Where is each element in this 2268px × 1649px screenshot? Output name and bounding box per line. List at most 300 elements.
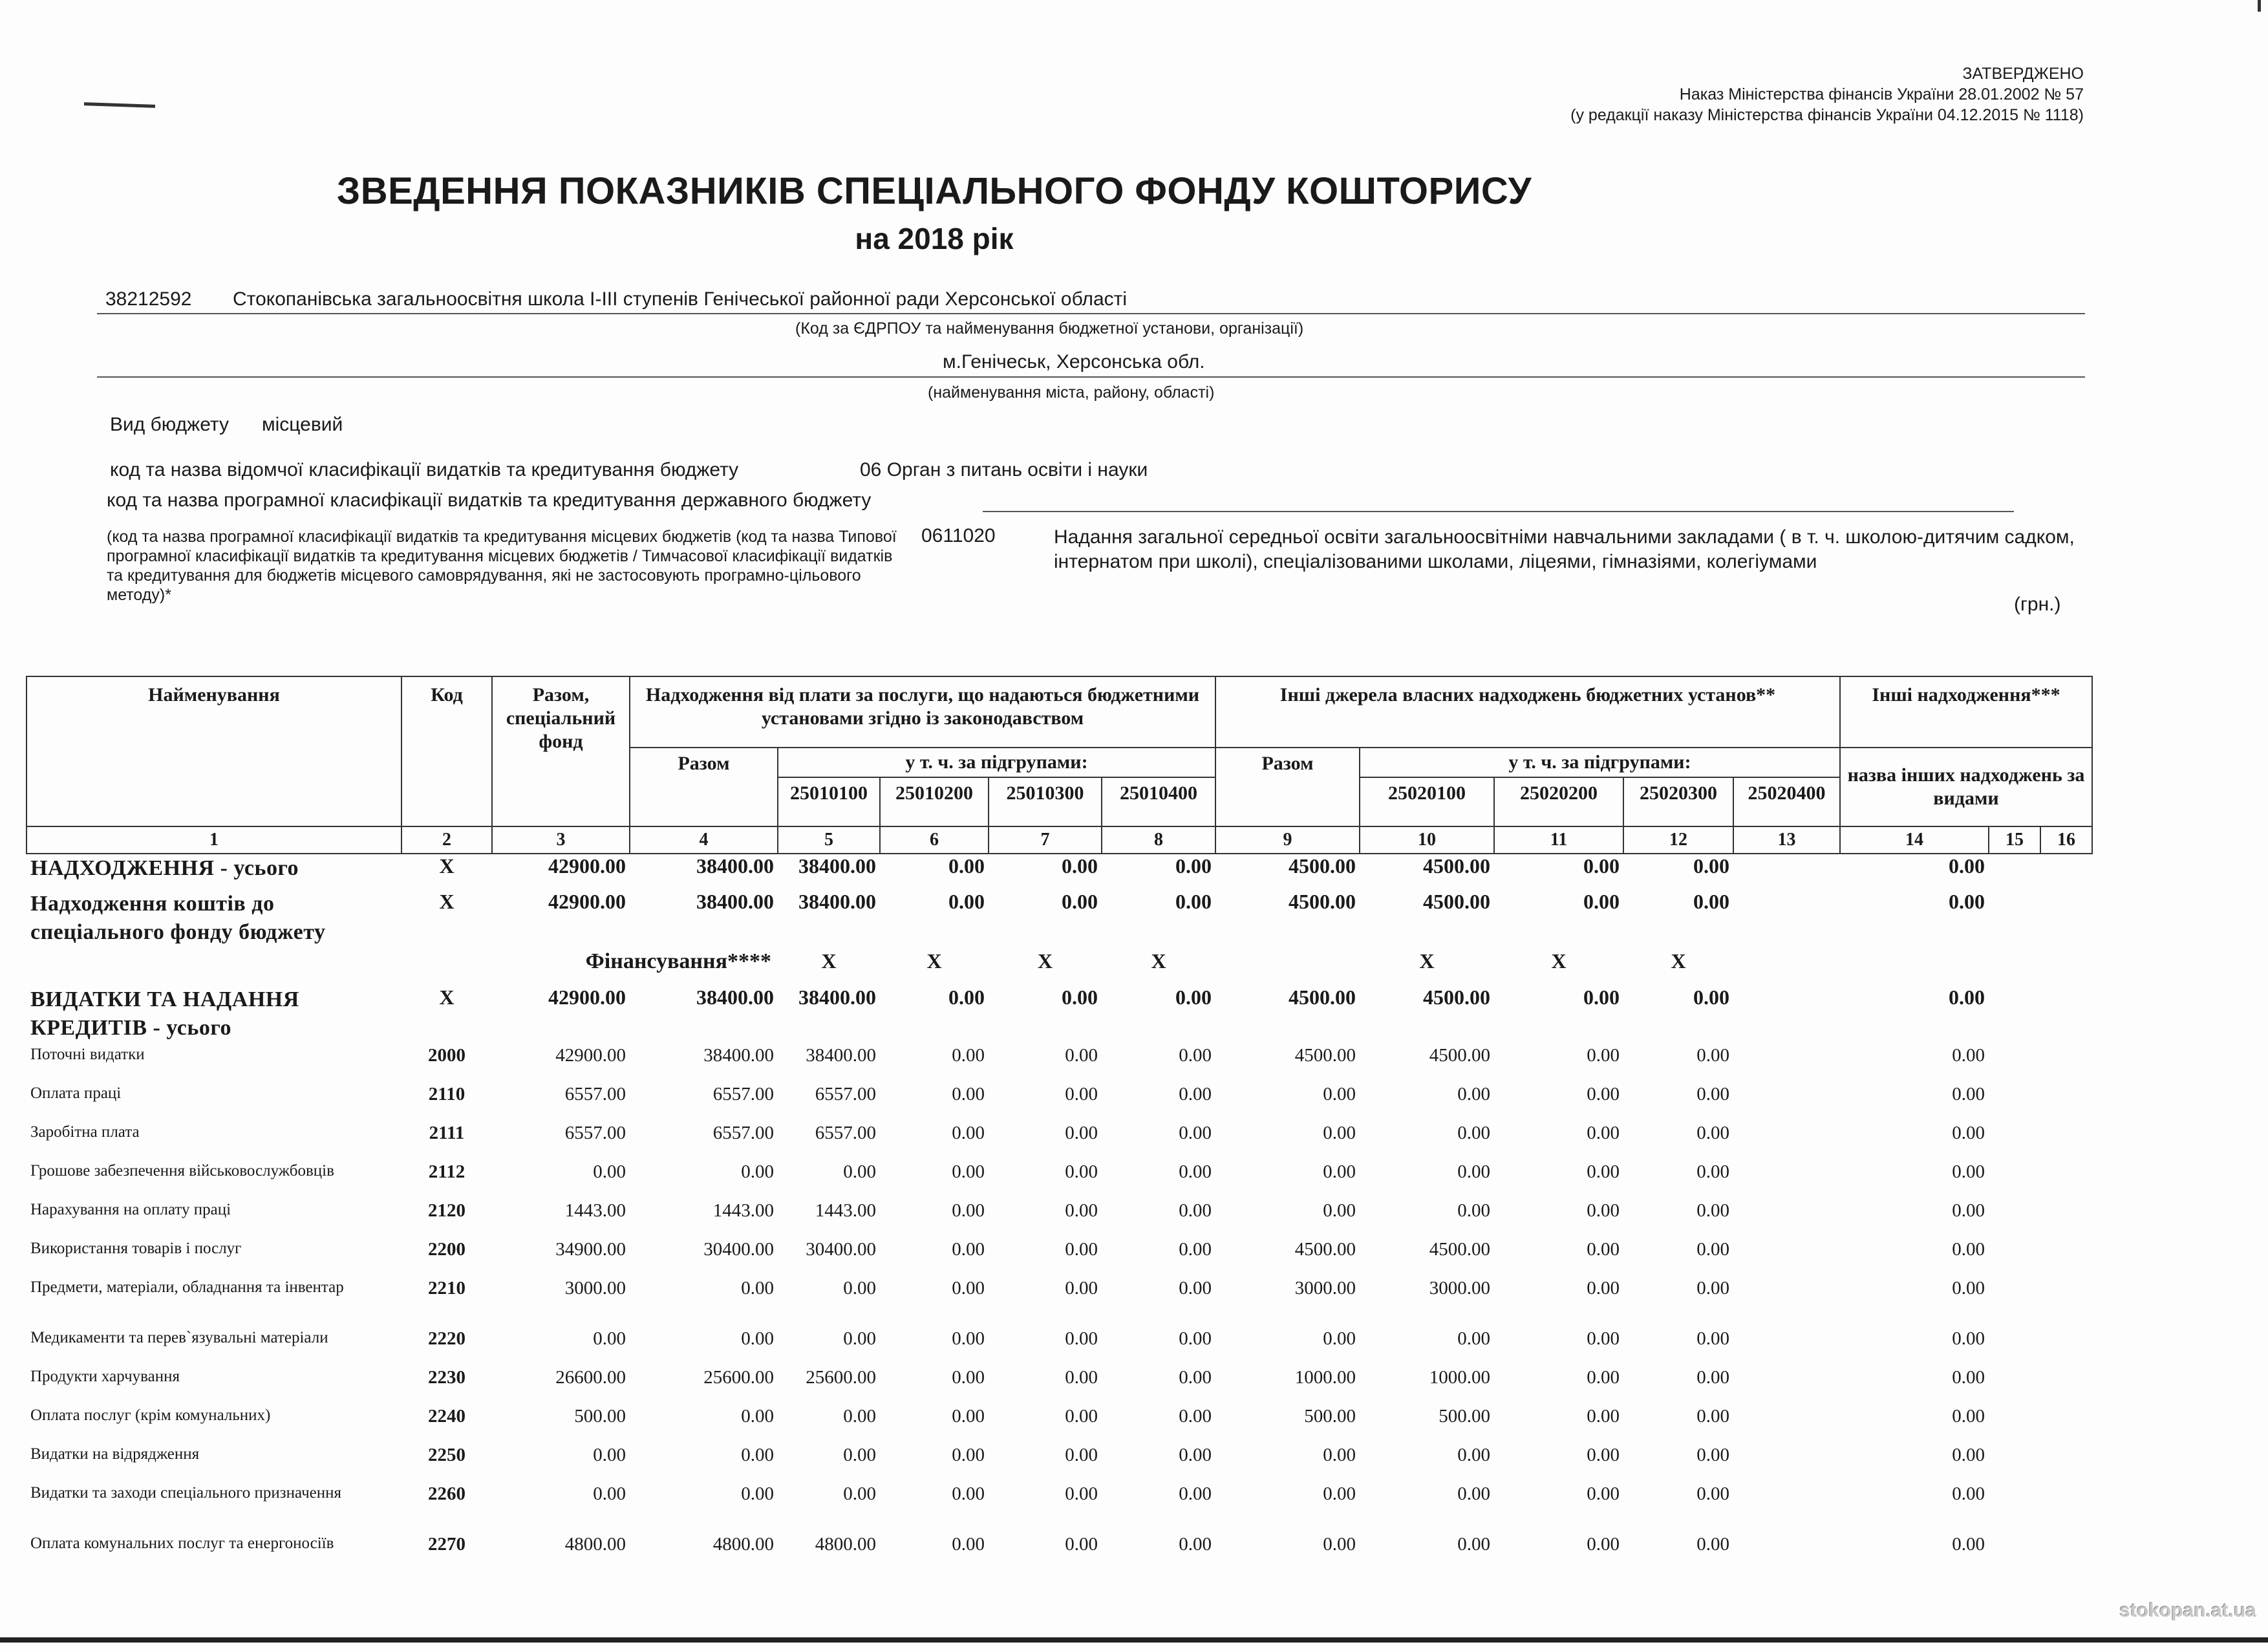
value-cell: 0.00 xyxy=(1587,1483,1620,1504)
table-row xyxy=(27,890,2092,949)
value-cell: 0.00 xyxy=(1696,1367,1729,1388)
value-cell: 0.00 xyxy=(1179,1278,1212,1299)
value-cell: 30400.00 xyxy=(703,1239,774,1260)
cross-mark: Х xyxy=(1419,949,1435,973)
empty-cell xyxy=(1989,1084,2040,1123)
row-name: Грошове забезпечення військовослужбовців xyxy=(30,1162,334,1180)
table-row xyxy=(27,1123,2092,1161)
value-cell: 4500.00 xyxy=(1429,1045,1490,1066)
column-number: 10 xyxy=(1360,826,1494,854)
value-cell: 0.00 xyxy=(1457,1445,1490,1465)
column-number: 16 xyxy=(2040,826,2092,854)
value-cell: 0.00 xyxy=(1323,1534,1356,1555)
value-cell: 0.00 xyxy=(1323,1123,1356,1143)
row-code: 2110 xyxy=(428,1084,465,1105)
value-cell: 25600.00 xyxy=(703,1367,774,1388)
value-cell: 0.00 xyxy=(1065,1367,1098,1388)
value-cell: 0.00 xyxy=(843,1328,876,1349)
value-cell: 0.00 xyxy=(1179,1239,1212,1260)
value-cell: 0.00 xyxy=(843,1483,876,1504)
empty-cell xyxy=(1733,1445,1840,1483)
value-cell: 0.00 xyxy=(1952,1367,1985,1388)
cross-mark: Х xyxy=(1671,949,1686,973)
value-cell: 38400.00 xyxy=(696,890,774,913)
row-name: НАДХОДЖЕННЯ - усього xyxy=(30,856,299,880)
empty-cell xyxy=(1840,949,1989,986)
approval-revision: (у редакції наказу Міністерства фінансів України 04.12.2015 № 1118) xyxy=(1570,106,2084,124)
value-cell: 0.00 xyxy=(1175,986,1212,1009)
empty-cell xyxy=(1733,1483,1840,1534)
value-cell: 25600.00 xyxy=(806,1367,876,1388)
value-cell: 0.00 xyxy=(1696,1328,1729,1349)
column-number: 5 xyxy=(778,826,880,854)
value-cell: 0.00 xyxy=(593,1483,626,1504)
cross-mark: Х xyxy=(1151,949,1166,973)
empty-cell xyxy=(1989,986,2040,1045)
header-sub-25010400: 25010400 xyxy=(1102,777,1215,826)
value-cell: 1000.00 xyxy=(1294,1367,1356,1388)
value-cell: 4500.00 xyxy=(1294,1045,1356,1066)
value-cell: 0.00 xyxy=(952,1239,985,1260)
table-row xyxy=(27,854,2092,890)
row-code: 2270 xyxy=(428,1534,465,1555)
row-name: Надходження коштів до спеціального фонду бюджету xyxy=(30,892,326,944)
empty-cell xyxy=(2040,1045,2092,1084)
row-code: 2120 xyxy=(428,1200,465,1221)
row-code: 2111 xyxy=(429,1123,465,1143)
table-row xyxy=(27,1483,2092,1534)
table-row xyxy=(27,949,2092,986)
row-code: 2260 xyxy=(428,1483,465,1504)
table-row xyxy=(27,1200,2092,1239)
value-cell: 500.00 xyxy=(574,1406,626,1427)
value-cell: 42900.00 xyxy=(548,854,626,878)
empty-cell xyxy=(2040,1200,2092,1239)
scan-mark xyxy=(84,102,155,108)
row-code: 2220 xyxy=(428,1328,465,1349)
value-cell: 0.00 xyxy=(1693,890,1729,913)
value-cell: 0.00 xyxy=(1457,1161,1490,1182)
value-cell: 3000.00 xyxy=(1429,1278,1490,1299)
value-cell: 0.00 xyxy=(1587,1367,1620,1388)
value-cell: 0.00 xyxy=(741,1406,774,1427)
dept-class-value: 06 Орган з питань освіти і науки xyxy=(860,459,1148,480)
value-cell: 30400.00 xyxy=(806,1239,876,1260)
city-underline xyxy=(97,376,2085,378)
value-cell: 0.00 xyxy=(593,1445,626,1465)
value-cell: 0.00 xyxy=(1179,1367,1212,1388)
value-cell: 0.00 xyxy=(1065,1278,1098,1299)
row-name: Видатки та заходи спеціального призначення xyxy=(30,1484,342,1502)
value-cell: 38400.00 xyxy=(798,890,876,913)
approval-block xyxy=(1570,63,2084,125)
value-cell: 1443.00 xyxy=(564,1200,626,1221)
value-cell: 0.00 xyxy=(1952,1123,1985,1143)
row-name: Оплата праці xyxy=(30,1084,122,1102)
row-code: 2240 xyxy=(428,1406,465,1427)
value-cell: 0.00 xyxy=(1457,1123,1490,1143)
budget-type-value: місцевий xyxy=(262,414,343,435)
value-cell: 6557.00 xyxy=(564,1084,626,1105)
value-cell: 0.00 xyxy=(1457,1328,1490,1349)
empty-cell xyxy=(2040,1406,2092,1445)
program-class-local-code: 0611020 xyxy=(921,525,996,546)
value-cell: 0.00 xyxy=(952,1367,985,1388)
row-name: Оплата комунальних послуг та енергоносіїв xyxy=(30,1535,334,1552)
table-row xyxy=(27,1406,2092,1445)
watermark: stokopan.at.ua xyxy=(2119,1600,2256,1621)
empty-cell xyxy=(2040,1445,2092,1483)
value-cell: 4500.00 xyxy=(1289,986,1356,1009)
header-other-group: Інші надходження*** xyxy=(1840,676,2092,748)
value-cell: 0.00 xyxy=(1949,854,1985,878)
value-cell: 42900.00 xyxy=(548,890,626,913)
table-row xyxy=(27,1045,2092,1084)
value-cell: 0.00 xyxy=(1065,1534,1098,1555)
header-sub-25010200: 25010200 xyxy=(880,777,989,826)
value-cell: 0.00 xyxy=(1457,1084,1490,1105)
empty-cell xyxy=(1989,1534,2040,1573)
empty-cell xyxy=(1733,1534,1840,1573)
value-cell: 4800.00 xyxy=(564,1534,626,1555)
row-name: Оплата послуг (крім комунальних) xyxy=(30,1406,271,1424)
document-title: ЗВЕДЕННЯ ПОКАЗНИКІВ СПЕЦІАЛЬНОГО ФОНДУ КОШТОРИСУ xyxy=(336,170,1532,212)
value-cell: 0.00 xyxy=(1587,1328,1620,1349)
institution-underline xyxy=(97,313,2085,314)
value-cell: 0.00 xyxy=(1696,1045,1729,1066)
value-cell: 0.00 xyxy=(593,1161,626,1182)
value-cell: 0.00 xyxy=(1062,986,1098,1009)
empty-cell xyxy=(1989,1406,2040,1445)
value-cell: 0.00 xyxy=(1065,1161,1098,1182)
value-cell: 0.00 xyxy=(1587,1534,1620,1555)
value-cell: 0.00 xyxy=(1583,986,1620,1009)
value-cell: 0.00 xyxy=(741,1328,774,1349)
currency-note: (грн.) xyxy=(2014,594,2061,615)
row-name: Видатки на відрядження xyxy=(30,1445,200,1463)
value-cell: 3000.00 xyxy=(564,1278,626,1299)
value-cell: 4800.00 xyxy=(815,1534,876,1555)
empty-cell xyxy=(1733,1367,1840,1406)
header-sub-25010300: 25010300 xyxy=(989,777,1102,826)
value-cell: 0.00 xyxy=(948,986,985,1009)
empty-cell xyxy=(1989,1445,2040,1483)
value-cell: 0.00 xyxy=(1952,1045,1985,1066)
value-cell: 0.00 xyxy=(1587,1200,1620,1221)
value-cell: 0.00 xyxy=(1696,1534,1729,1555)
value-cell: 4500.00 xyxy=(1289,890,1356,913)
empty-cell xyxy=(1733,1045,1840,1084)
empty-cell xyxy=(1215,949,1360,986)
value-cell: 500.00 xyxy=(1439,1406,1490,1427)
value-cell: 0.00 xyxy=(952,1161,985,1182)
table-row xyxy=(27,1445,2092,1483)
value-cell: 1443.00 xyxy=(815,1200,876,1221)
value-cell: 0.00 xyxy=(1949,890,1985,913)
empty-cell xyxy=(2040,1278,2092,1328)
value-cell: 0.00 xyxy=(952,1445,985,1465)
value-cell: 0.00 xyxy=(1065,1406,1098,1427)
empty-cell xyxy=(1989,949,2040,986)
value-cell: 0.00 xyxy=(1179,1328,1212,1349)
empty-cell xyxy=(2040,949,2092,986)
header-sub-25020200: 25020200 xyxy=(1494,777,1623,826)
program-class-local-caption: (код та назва програмної класифікації видатків та кредитування місцевих бюджетів (код та назва Типової програмної класифікації видатків та кредитування місцевих бюджетів / Тимчасової класифікації видатків та кредитування для бюджетів місцевого самоврядування, які не застосовують програмно-цільового методу)* xyxy=(107,528,897,604)
value-cell: 0.00 xyxy=(741,1161,774,1182)
cross-mark: Х xyxy=(1551,949,1567,973)
value-cell: 0.00 xyxy=(1696,1200,1729,1221)
value-cell: 0.00 xyxy=(1587,1239,1620,1260)
value-cell: 0.00 xyxy=(1179,1445,1212,1465)
value-cell: 42900.00 xyxy=(548,986,626,1009)
value-cell: 42900.00 xyxy=(555,1045,626,1066)
header-sub-25020400: 25020400 xyxy=(1733,777,1840,826)
value-cell: 0.00 xyxy=(948,890,985,913)
value-cell: 0.00 xyxy=(741,1483,774,1504)
value-cell: 0.00 xyxy=(1696,1161,1729,1182)
value-cell: 0.00 xyxy=(948,854,985,878)
header-fees-group: Надходження від плати за послуги, що надаються бюджетними установами згідно із законодавством xyxy=(630,676,1215,748)
value-cell: 0.00 xyxy=(1175,854,1212,878)
value-cell: 0.00 xyxy=(1065,1239,1098,1260)
header-other-own-subgroups: у т. ч. за підгрупами: xyxy=(1360,748,1840,777)
value-cell: 500.00 xyxy=(1304,1406,1356,1427)
row-code: Х xyxy=(439,854,455,878)
row-name: Предмети, матеріали, обладнання та інвентар xyxy=(30,1278,344,1296)
header-sub-25020100: 25020100 xyxy=(1360,777,1494,826)
value-cell: 0.00 xyxy=(1587,1406,1620,1427)
value-cell: 0.00 xyxy=(952,1045,985,1066)
value-cell: 0.00 xyxy=(1179,1200,1212,1221)
header-column-numbers xyxy=(27,826,2092,854)
empty-cell xyxy=(1733,949,1840,986)
row-name: Заробітна плата xyxy=(30,1123,140,1141)
value-cell: 4500.00 xyxy=(1423,986,1490,1009)
column-number: 7 xyxy=(989,826,1102,854)
value-cell: 38400.00 xyxy=(703,1045,774,1066)
value-cell: 0.00 xyxy=(1062,854,1098,878)
value-cell: 26600.00 xyxy=(555,1367,626,1388)
value-cell: 0.00 xyxy=(1179,1161,1212,1182)
header-other-names: назва інших надходжень за видами xyxy=(1840,748,2092,826)
header-sub-25020300: 25020300 xyxy=(1623,777,1733,826)
value-cell: 0.00 xyxy=(1179,1084,1212,1105)
value-cell: 0.00 xyxy=(952,1200,985,1221)
column-number: 3 xyxy=(492,826,630,854)
column-number: 14 xyxy=(1840,826,1989,854)
row-code: Х xyxy=(439,890,455,913)
value-cell: 0.00 xyxy=(741,1278,774,1299)
value-cell: 38400.00 xyxy=(798,854,876,878)
value-cell: 0.00 xyxy=(843,1161,876,1182)
value-cell: 0.00 xyxy=(1952,1161,1985,1182)
value-cell: 1000.00 xyxy=(1429,1367,1490,1388)
value-cell: 0.00 xyxy=(1065,1045,1098,1066)
value-cell: 4500.00 xyxy=(1423,854,1490,878)
empty-cell xyxy=(1733,1239,1840,1278)
cross-mark: Х xyxy=(1037,949,1053,973)
program-class-state-label: код та назва програмної класифікації видатків та кредитування державного бюджету xyxy=(107,490,872,511)
institution-code: 38212592 xyxy=(105,288,192,310)
header-fees-sum: Разом xyxy=(630,748,778,826)
value-cell: 0.00 xyxy=(1175,890,1212,913)
value-cell: 0.00 xyxy=(1696,1278,1729,1299)
cross-mark: Х xyxy=(926,949,942,973)
empty-cell xyxy=(1733,1328,1840,1367)
column-number: 13 xyxy=(1733,826,1840,854)
special-fund-table xyxy=(26,676,2093,1573)
value-cell: 0.00 xyxy=(1179,1534,1212,1555)
value-cell: 0.00 xyxy=(593,1328,626,1349)
empty-cell xyxy=(1989,854,2040,890)
value-cell: 6557.00 xyxy=(712,1084,774,1105)
value-cell: 0.00 xyxy=(1696,1084,1729,1105)
value-cell: 0.00 xyxy=(1952,1200,1985,1221)
value-cell: 0.00 xyxy=(843,1406,876,1427)
column-number: 6 xyxy=(880,826,989,854)
value-cell: 4500.00 xyxy=(1289,854,1356,878)
city-value: м.Генічеськ, Херсонська обл. xyxy=(943,351,1205,372)
row-code: 2210 xyxy=(428,1278,465,1299)
row-name: Медикаменти та перев`язувальні матеріали xyxy=(30,1329,328,1346)
empty-cell xyxy=(2040,1367,2092,1406)
empty-cell xyxy=(1733,890,1840,949)
empty-cell xyxy=(1989,1367,2040,1406)
value-cell: 0.00 xyxy=(952,1123,985,1143)
value-cell: 38400.00 xyxy=(696,986,774,1009)
value-cell: 0.00 xyxy=(1179,1123,1212,1143)
value-cell: 4500.00 xyxy=(1294,1239,1356,1260)
value-cell: 4500.00 xyxy=(1429,1239,1490,1260)
column-number: 11 xyxy=(1494,826,1623,854)
empty-cell xyxy=(1989,1278,2040,1328)
empty-cell xyxy=(2040,890,2092,949)
empty-cell xyxy=(1733,1084,1840,1123)
institution-caption: (Код за ЄДРПОУ та найменування бюджетної установи, організації) xyxy=(795,319,1304,338)
value-cell: 4800.00 xyxy=(712,1534,774,1555)
column-number: 4 xyxy=(630,826,778,854)
table-body xyxy=(27,854,2092,1573)
empty-cell xyxy=(2040,1483,2092,1534)
table-row xyxy=(27,1239,2092,1278)
row-code: Х xyxy=(439,986,455,1009)
value-cell: 0.00 xyxy=(1065,1328,1098,1349)
column-number: 8 xyxy=(1102,826,1215,854)
value-cell: 0.00 xyxy=(1323,1200,1356,1221)
header-fees-subgroups: у т. ч. за підгрупами: xyxy=(778,748,1215,777)
row-name: Продукти харчування xyxy=(30,1368,180,1385)
value-cell: 0.00 xyxy=(1952,1239,1985,1260)
institution-name: Стокопанівська загальноосвітня школа І-ІІІ ступенів Генічеської районної ради Херсонської області xyxy=(233,288,1128,310)
value-cell: 0.00 xyxy=(952,1278,985,1299)
value-cell: 0.00 xyxy=(1587,1045,1620,1066)
row-name: Фінансування**** xyxy=(585,949,771,973)
row-name: Використання товарів і послуг xyxy=(30,1240,242,1257)
value-cell: 0.00 xyxy=(1065,1483,1098,1504)
value-cell: 0.00 xyxy=(1583,890,1620,913)
table-row xyxy=(27,1367,2092,1406)
value-cell: 0.00 xyxy=(1587,1123,1620,1143)
value-cell: 0.00 xyxy=(1952,1534,1985,1555)
row-code: 2000 xyxy=(428,1045,465,1066)
column-number: 15 xyxy=(1989,826,2040,854)
value-cell: 38400.00 xyxy=(696,854,774,878)
header-sub-25010100: 25010100 xyxy=(778,777,880,826)
header-total: Разом, спеціальний фонд xyxy=(492,676,630,826)
table-row xyxy=(27,1328,2092,1367)
empty-cell xyxy=(1989,1328,2040,1367)
table-row xyxy=(27,1161,2092,1200)
approval-order: Наказ Міністерства фінансів України 28.01.2002 № 57 xyxy=(1679,85,2084,103)
budget-type-label: Вид бюджету xyxy=(110,414,229,435)
value-cell: 0.00 xyxy=(1952,1328,1985,1349)
row-name: Поточні видатки xyxy=(30,1046,145,1063)
row-name: ВИДАТКИ ТА НАДАННЯ КРЕДИТІВ - усього xyxy=(30,987,299,1040)
value-cell: 0.00 xyxy=(1696,1123,1729,1143)
empty-cell xyxy=(1989,1045,2040,1084)
value-cell: 0.00 xyxy=(1693,854,1729,878)
value-cell: 0.00 xyxy=(741,1445,774,1465)
value-cell: 6557.00 xyxy=(712,1123,774,1143)
table-row xyxy=(27,1278,2092,1328)
empty-cell xyxy=(1989,1239,2040,1278)
value-cell: 0.00 xyxy=(1587,1161,1620,1182)
value-cell: 0.00 xyxy=(1179,1406,1212,1427)
empty-cell xyxy=(1989,1123,2040,1161)
approval-status: ЗАТВЕРДЖЕНО xyxy=(1962,65,2084,83)
empty-cell xyxy=(2040,1123,2092,1161)
row-code: 2250 xyxy=(428,1445,465,1465)
value-cell: 0.00 xyxy=(1696,1406,1729,1427)
value-cell: 0.00 xyxy=(1062,890,1098,913)
city-caption: (найменування міста, району, області) xyxy=(928,383,1215,402)
empty-cell xyxy=(2040,986,2092,1045)
value-cell: 0.00 xyxy=(1952,1278,1985,1299)
value-cell: 3000.00 xyxy=(1294,1278,1356,1299)
row-code: 2230 xyxy=(428,1367,465,1388)
value-cell: 0.00 xyxy=(1457,1534,1490,1555)
empty-cell xyxy=(1989,890,2040,949)
row-code: 2112 xyxy=(428,1161,465,1182)
value-cell: 0.00 xyxy=(1323,1328,1356,1349)
table-row xyxy=(27,986,2092,1045)
value-cell: 6557.00 xyxy=(815,1084,876,1105)
header-other-own-sum: Разом xyxy=(1215,748,1360,826)
value-cell: 0.00 xyxy=(843,1445,876,1465)
value-cell: 0.00 xyxy=(1952,1483,1985,1504)
empty-cell xyxy=(1733,986,1840,1045)
empty-cell xyxy=(2040,1161,2092,1200)
value-cell: 0.00 xyxy=(1323,1483,1356,1504)
value-cell: 0.00 xyxy=(1179,1045,1212,1066)
empty-cell xyxy=(1733,854,1840,890)
empty-cell xyxy=(2040,1084,2092,1123)
value-cell: 0.00 xyxy=(1696,1483,1729,1504)
value-cell: 0.00 xyxy=(1065,1084,1098,1105)
value-cell: 1443.00 xyxy=(712,1200,774,1221)
value-cell: 0.00 xyxy=(1457,1200,1490,1221)
value-cell: 34900.00 xyxy=(555,1239,626,1260)
table-row xyxy=(27,1534,2092,1573)
program-class-state-underline xyxy=(983,511,2014,512)
empty-cell xyxy=(2040,1239,2092,1278)
value-cell: 0.00 xyxy=(952,1483,985,1504)
value-cell: 0.00 xyxy=(1323,1161,1356,1182)
empty-cell xyxy=(1989,1200,2040,1239)
value-cell: 0.00 xyxy=(1949,986,1985,1009)
header-other-own-group: Інші джерела власних надходжень бюджетних установ** xyxy=(1215,676,1840,748)
document-year: на 2018 рік xyxy=(855,222,1014,255)
